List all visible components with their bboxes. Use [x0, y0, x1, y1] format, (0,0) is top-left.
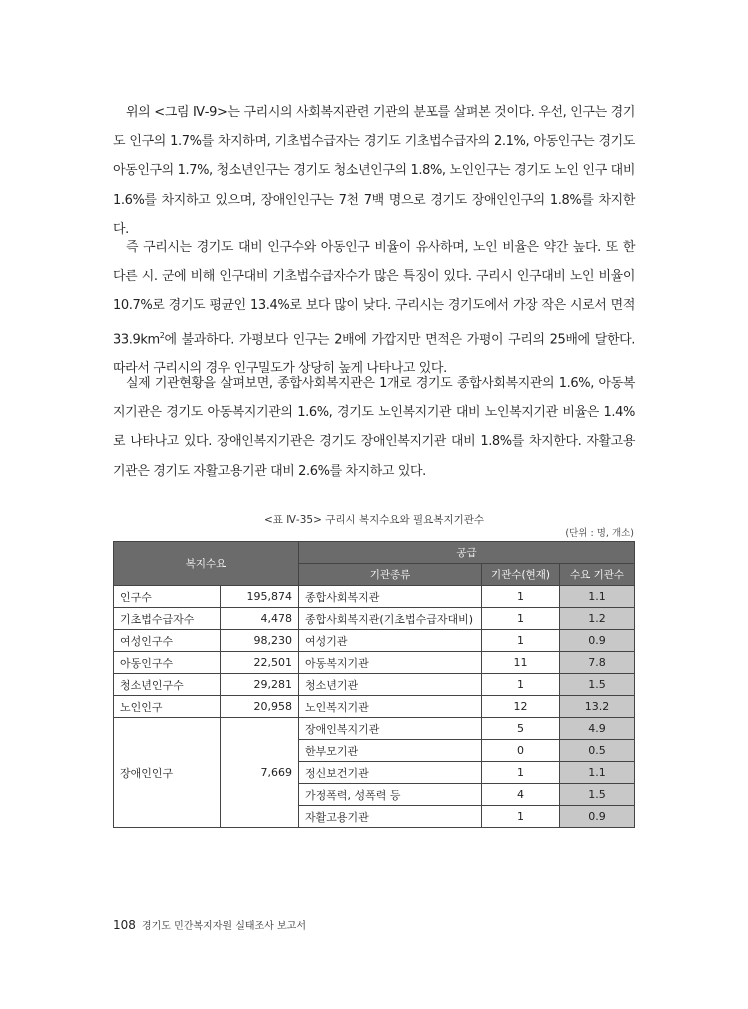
- facility-type: 정신보건기관: [299, 762, 482, 784]
- demand-value: 20,958: [221, 696, 299, 718]
- demand-label: 아동인구수: [114, 652, 221, 674]
- header-required: 수요 기관수: [560, 564, 635, 586]
- facility-count: 4: [482, 784, 560, 806]
- paragraph-3: [113, 369, 635, 486]
- paragraph-2-text-b: 에 불과하다. 가평보다 인구는 2배에 가깝지만 면적은 가평이 구리의 25배에 달한다. 따라서 구리시의 경우 인구밀도가 상당히 높게 나타나고 있다.: [113, 331, 635, 377]
- paragraph-1: [113, 98, 635, 244]
- demand-value: 29,281: [221, 674, 299, 696]
- table-row: [114, 652, 635, 674]
- required-count: 1.5: [560, 784, 635, 806]
- facility-count: 1: [482, 586, 560, 608]
- facility-type: 장애인복지기관: [299, 718, 482, 740]
- table-row: [114, 718, 635, 740]
- header-demand: 복지수요: [114, 542, 299, 586]
- demand-label: 인구수: [114, 586, 221, 608]
- table-row: [114, 586, 635, 608]
- facility-count: 1: [482, 674, 560, 696]
- required-count: 13.2: [560, 696, 635, 718]
- page-footer: [113, 917, 306, 932]
- table-unit: (단위 : 명, 개소): [565, 528, 634, 539]
- facility-type: 종합사회복지관(기초법수급자대비): [299, 608, 482, 630]
- page-number: 108: [113, 918, 136, 932]
- demand-label: 노인인구: [114, 696, 221, 718]
- facility-type: 자활고용기관: [299, 806, 482, 828]
- facility-type: 한부모기관: [299, 740, 482, 762]
- required-count: 1.1: [560, 586, 635, 608]
- table-caption: <표 Ⅳ-35> 구리시 복지수요와 필요복지기관수: [263, 514, 485, 526]
- demand-value: 195,874: [221, 586, 299, 608]
- demand-label: 장애인인구: [114, 718, 221, 828]
- paragraph-2-text-a: 즉 구리시는 경기도 대비 인구수와 아동인구 비율이 유사하며, 노인 비율은 약간 높다. 또 한 다른 시. 군에 비해 인구대비 기초법수급자수가 많은 특징이 있다. 구리시 인구대비 노인 비율이 10.7%로 경기도 평균인 13.4%로 보다 많이 낮다. 구리시는 경기도에서 가장 작은 시로서 면적 33.9km: [113, 240, 635, 347]
- header-count: 기관수(현재): [482, 564, 560, 586]
- facility-type: 노인복지기관: [299, 696, 482, 718]
- paragraph-3-text: 실제 기관현황을 살펴보면, 종합사회복지관은 1개로 경기도 종합사회복지관의 1.6%, 아동복지기관은 경기도 아동복지기관의 1.6%, 경기도 노인복지기관 대비 노인복지기관 비율은 1.4%로 나타나고 있다. 장애인복지기관은 경기도 장애인복지기관 대비 1.8%를 차지한다. 자활고용기관은 경기도 자활고용기관 대비 2.6%를 차지하고 있다.: [113, 376, 635, 479]
- table-row: [114, 674, 635, 696]
- required-count: 0.9: [560, 806, 635, 828]
- demand-value: 7,669: [221, 718, 299, 828]
- report-title: 경기도 민간복지자원 실태조사 보고서: [141, 921, 307, 932]
- superscript-2: 2: [159, 330, 165, 340]
- demand-label: 기초법수급자수: [114, 608, 221, 630]
- required-count: 1.5: [560, 674, 635, 696]
- facility-count: 1: [482, 608, 560, 630]
- required-count: 7.8: [560, 652, 635, 674]
- demand-label: 청소년인구수: [114, 674, 221, 696]
- required-count: 0.5: [560, 740, 635, 762]
- facility-count: 5: [482, 718, 560, 740]
- facility-type: 여성기관: [299, 630, 482, 652]
- facility-count: 1: [482, 806, 560, 828]
- facility-count: 1: [482, 630, 560, 652]
- facility-count: 0: [482, 740, 560, 762]
- required-count: 1.1: [560, 762, 635, 784]
- facility-type: 가정폭력, 성폭력 등: [299, 784, 482, 806]
- header-type: 기관종류: [299, 564, 482, 586]
- facility-count: 12: [482, 696, 560, 718]
- required-count: 0.9: [560, 630, 635, 652]
- header-supply: 공급: [299, 542, 635, 564]
- welfare-table: [113, 541, 635, 828]
- demand-value: 98,230: [221, 630, 299, 652]
- paragraph-2: [113, 233, 635, 383]
- demand-value: 4,478: [221, 608, 299, 630]
- table-row: [114, 608, 635, 630]
- table-row: [114, 630, 635, 652]
- facility-count: 11: [482, 652, 560, 674]
- paragraph-1-text: 위의 <그림 Ⅳ-9>는 구리시의 사회복지관련 기관의 분포를 살펴본 것이다. 우선, 인구는 경기도 인구의 1.7%를 차지하며, 기초법수급자는 경기도 기초법수급자의 2.1%, 아동인구는 경기도 아동인구의 1.7%, 청소년인구는 경기도 청소년인구의 1.8%, 노인인구는 경기도 노인 인구 대비 1.6%를 차지하고 있으며, 장애인인구는 7천 7백 명으로 경기도 장애인인구의 1.8%를 차지한다.: [113, 105, 635, 237]
- table-row: [114, 696, 635, 718]
- facility-type: 아동복지기관: [299, 652, 482, 674]
- demand-label: 여성인구수: [114, 630, 221, 652]
- required-count: 4.9: [560, 718, 635, 740]
- facility-type: 청소년기관: [299, 674, 482, 696]
- facility-type: 종합사회복지관: [299, 586, 482, 608]
- facility-count: 1: [482, 762, 560, 784]
- demand-value: 22,501: [221, 652, 299, 674]
- required-count: 1.2: [560, 608, 635, 630]
